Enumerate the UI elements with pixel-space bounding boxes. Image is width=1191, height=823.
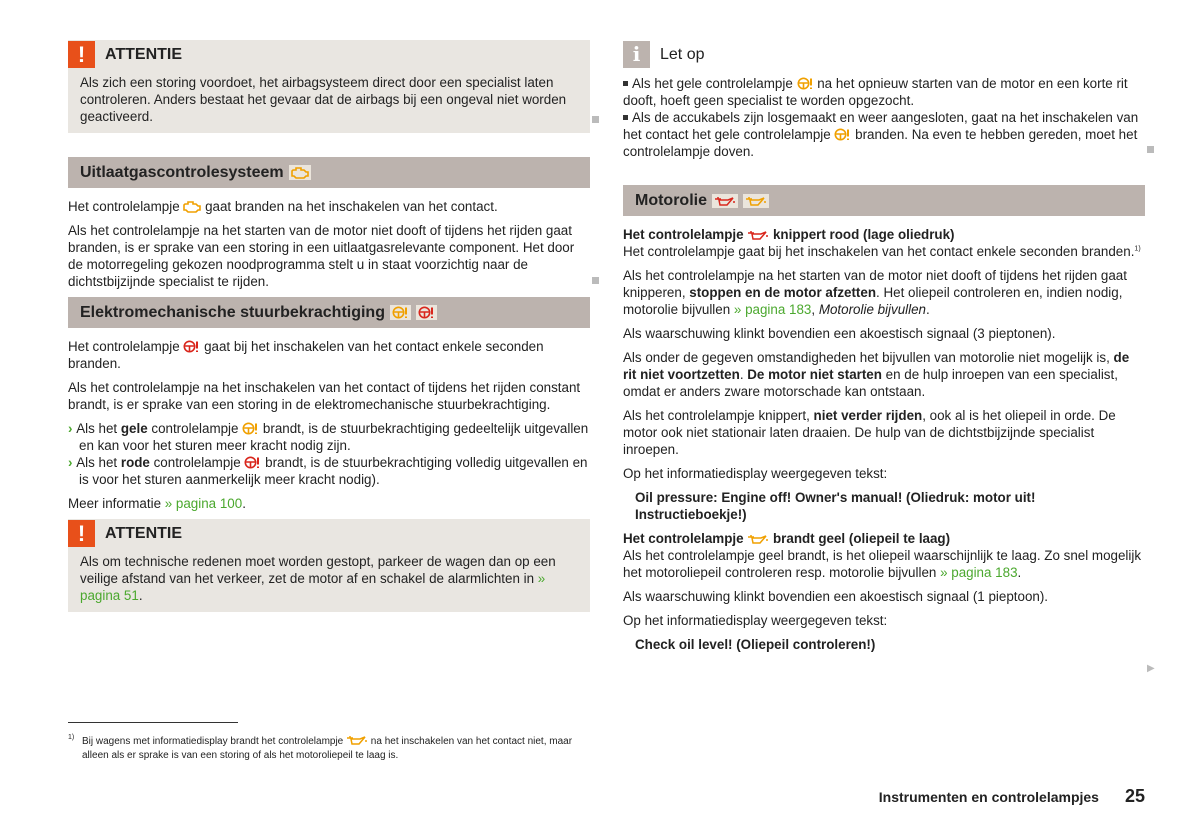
text: . (1017, 565, 1022, 580)
oil-yellow-warning-light-icon (743, 194, 769, 208)
text: Oil pressure: Engine off! Owner's manual! (Oliedruk: motor uit! Instructieboekje!) (635, 490, 1036, 522)
subheading (623, 530, 1145, 547)
subheading (623, 226, 1145, 243)
bullet-square-icon (623, 81, 628, 86)
paragraph (68, 379, 590, 413)
note-list (623, 75, 1145, 160)
oil-yellow-warning-light-icon (747, 531, 769, 546)
chevron-right-icon: › (68, 455, 77, 470)
section-heading (68, 297, 590, 328)
bold-text: knippert rood (lage oliedruk) (769, 227, 955, 242)
warning-text (80, 74, 578, 125)
text: Bij wagens met informatiedisplay brandt het controlelampje (82, 736, 347, 747)
section-title: Motorolie (635, 192, 707, 209)
chevron-right-icon: › (68, 421, 77, 436)
text: . (138, 588, 143, 603)
section-end-mark (592, 277, 599, 284)
paragraph (623, 465, 1145, 482)
engine-yellow-warning-light-icon (289, 165, 311, 180)
display-message (623, 489, 1145, 523)
text: Meer informatie (68, 496, 165, 511)
footnote-number: 1) (68, 734, 75, 741)
text: Als het controlelampje na het starten van de motor niet dooft of tijdens het rijden gaat knipperen, (623, 268, 1127, 300)
page-link[interactable]: » pagina 183 (940, 565, 1018, 580)
text: en de hulp inroepen van een specialist, omdat er anders zware motorschade kan ontstaan. (623, 367, 1118, 399)
page-link[interactable]: » pagina 51 (80, 571, 546, 603)
list-item (68, 420, 590, 454)
text: Als zich een storing voordoet, het airbagsysteem direct door een specialist laten controleren. Anders bestaat het gevaar dat de airbags bij een ongeval niet worden geactiveerd. (80, 75, 567, 124)
page-footer (879, 788, 1145, 806)
paragraph (68, 338, 590, 372)
section-heading (623, 185, 1145, 216)
italic-text: Motorolie bijvullen (818, 302, 926, 317)
text: Als de accukabels zijn losgemaakt en weer aangesloten, gaat na het inschakelen van het contact het gele controlelampje (623, 110, 1139, 142)
footnote-ref: 1) (1134, 245, 1141, 253)
text: Als het controlelampje geel brandt, is het oliepeil waarschijnlijk te laag. Zo snel mogelijk het motoroliepeil controleren resp. motorolie bijvullen (623, 548, 1142, 580)
text: . (242, 496, 246, 511)
text: Als om technische redenen moet worden gestopt, parkeer de wagen dan op een veilige afstand van het verkeer, zet de motor af en schakel de alarmlichten in (80, 554, 556, 586)
bold-text: De motor niet starten (747, 367, 882, 382)
continue-arrow-icon: ▶ (1147, 663, 1155, 674)
text: Als waarschuwing klinkt bovendien een akoestisch signaal (1 pieptoon). (623, 589, 1049, 604)
display-message (623, 636, 1145, 653)
text: brandt, is de stuurbekrachtiging volledig uitgevallen en is voor het sturen aanmerkelijk meer kracht nodig). (79, 455, 588, 487)
text: controlelampje (147, 421, 243, 436)
steering-yellow-warning-light-icon (390, 305, 411, 320)
steering-yellow-warning-light-icon (834, 127, 851, 142)
bold-text: brandt geel (oliepeil te laag) (769, 531, 951, 546)
text: Als waarschuwing klinkt bovendien een akoestisch signaal (3 pieptonen). (623, 326, 1056, 341)
text: Als het gele controlelampje (632, 76, 797, 91)
note-box (623, 40, 1145, 160)
warning-box (68, 519, 590, 612)
oil-red-warning-light-icon (747, 227, 769, 242)
bold-text: niet verder rijden (813, 408, 923, 423)
steering-yellow-warning-light-icon (242, 421, 259, 436)
text: branden. Na even te hebben gereden, moet het controlelampje doven. (623, 127, 1138, 159)
steering-red-warning-light-icon (183, 339, 200, 354)
paragraph (623, 325, 1145, 342)
text: Op het informatiedisplay weergegeven tekst: (623, 613, 888, 628)
oil-red-warning-light-icon (712, 194, 738, 208)
text: Als onder de gegeven omstandigheden het bijvullen van motorolie niet mogelijk is, (623, 350, 1114, 365)
bold-text: gele (120, 421, 148, 436)
text: Als het controlelampje knippert, (623, 408, 814, 423)
section-end-mark (592, 116, 599, 123)
box-header (623, 40, 1145, 68)
text: gaat branden na het inschakelen van het contact. (201, 199, 498, 214)
paragraph (623, 243, 1145, 260)
steering-yellow-warning-light-icon (797, 76, 814, 91)
text: na het inschakelen van het contact niet, maar alleen als er sprake is van een storing of als het motoroliepeil te laag is. (82, 736, 573, 761)
note-item (623, 109, 1145, 160)
section-heading (68, 157, 590, 188)
paragraph (68, 222, 590, 290)
warning-text (80, 553, 578, 604)
exclamation-icon: ! (68, 41, 95, 68)
box-title: Let op (660, 45, 705, 63)
info-icon: i (623, 41, 650, 68)
bold-text: Het controlelampje (623, 531, 748, 546)
oil-yellow-warning-light-icon (346, 736, 368, 747)
box-title: ATTENTIE (105, 524, 183, 542)
text: Als het (76, 455, 121, 470)
text: Check oil level! (Oliepeil controleren!) (635, 637, 876, 652)
text: , ook al is het oliepeil in orde. De motor ook niet stationair laten draaien. De hulp van de dichtstbijzijnde specialist inroepen. (623, 408, 1116, 457)
text: na het opnieuw starten van de motor en een korte rit dooft, hoeft geen specialist te worden opgezocht. (623, 76, 1128, 108)
right-column (623, 40, 1145, 660)
text: controlelampje (149, 455, 245, 470)
footnote (68, 734, 588, 763)
bold-text: stoppen en de motor afzetten (689, 285, 877, 300)
bold-text: de rit niet voortzetten (623, 350, 1130, 382)
text: gaat bij het inschakelen van het contact enkele seconden branden. (68, 339, 544, 371)
paragraph (68, 198, 590, 215)
text: . (739, 367, 748, 382)
paragraph (623, 588, 1145, 605)
paragraph (623, 547, 1145, 581)
chapter-title: Instrumenten en controlelampjes (878, 789, 1099, 805)
note-item (623, 75, 1145, 109)
page-link[interactable]: » pagina 100 (164, 496, 243, 511)
exclamation-icon: ! (68, 520, 95, 547)
text: . (926, 302, 930, 317)
warning-box (68, 40, 590, 133)
text: Als het controlelampje na het starten van de motor niet dooft of tijdens het rijden gaat branden, is er sprake van een storing in een uitlaatgasrelevante component. Het door de motorregeling gekozen noodprogramma stelt u in staat voorzichtig naar de dichtstbijzijnde specialist te rijden. (68, 223, 575, 289)
text: . Het oliepeil controleren en, indien nodig, motorolie bijvullen (623, 285, 1123, 317)
section-title: Uitlaatgascontrolesysteem (80, 164, 284, 181)
box-title: ATTENTIE (105, 45, 183, 63)
text: brandt, is de stuurbekrachtiging gedeeltelijk uitgevallen en kan voor het sturen meer kracht nodig zijn. (79, 421, 589, 453)
bullet-square-icon (623, 115, 628, 120)
text: Als het (76, 421, 121, 436)
paragraph (623, 267, 1145, 318)
box-header (68, 519, 578, 547)
paragraph (623, 612, 1145, 629)
steering-red-warning-light-icon (416, 305, 437, 320)
footnote-divider (68, 722, 238, 723)
paragraph (623, 349, 1145, 400)
text: , (811, 302, 819, 317)
paragraph (68, 495, 590, 512)
footnote-text (82, 734, 588, 763)
text: Het controlelampje (68, 199, 184, 214)
text: Het controlelampje (68, 339, 184, 354)
list-item (68, 454, 590, 488)
text: Het controlelampje gaat bij het inschakelen van het contact enkele seconden branden. (623, 244, 1135, 259)
box-header (68, 40, 578, 68)
section-end-mark (1147, 146, 1154, 153)
text: Als het controlelampje na het inschakelen van het contact of tijdens het rijden constant brandt, is er sprake van een storing in de elektromechanische stuurbekrachtiging. (68, 380, 581, 412)
paragraph (623, 407, 1145, 458)
section-title: Elektromechanische stuurbekrachtiging (80, 304, 385, 321)
steering-red-warning-light-icon (244, 455, 261, 470)
left-column (68, 40, 590, 636)
page-number: 25 (1124, 786, 1145, 806)
page-link[interactable]: » pagina 183 (733, 302, 812, 317)
bold-text: rode (120, 455, 150, 470)
engine-yellow-warning-light-icon (183, 199, 201, 214)
text: Op het informatiedisplay weergegeven tekst: (623, 466, 888, 481)
bold-text: Het controlelampje (623, 227, 748, 242)
